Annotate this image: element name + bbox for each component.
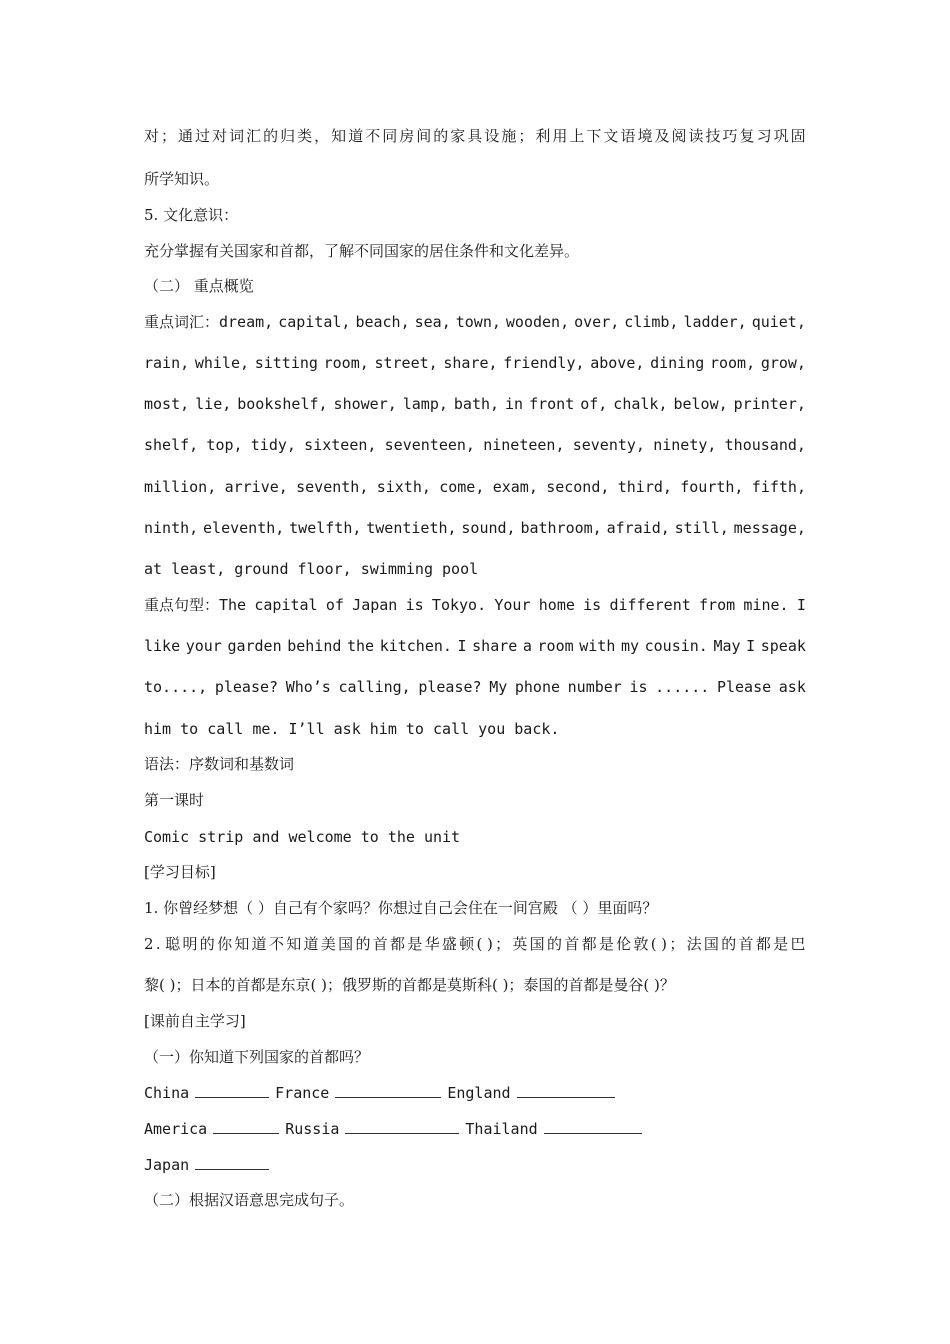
text-fragment: phone — [514, 678, 561, 696]
text-fragment: ； — [669, 935, 685, 953]
text-fragment: the — [347, 637, 375, 655]
text-fragment: 是 — [773, 935, 789, 953]
text-fragment: 道 — [348, 127, 364, 145]
text-fragment: 巧 — [722, 127, 738, 145]
text-fragment: beach, — [355, 313, 410, 331]
text-fragment: 家 — [450, 127, 466, 145]
text-fragment: still, — [674, 519, 729, 537]
text-fragment: shower, — [333, 395, 397, 413]
text-fragment: come, — [439, 478, 485, 496]
text-fragment: 你 — [217, 935, 233, 953]
text-fragment: behind — [287, 637, 342, 655]
text-fragment: wooden, — [505, 313, 570, 331]
text-fragment: below, — [673, 395, 728, 413]
text-fragment: 都 — [390, 935, 406, 953]
text-fragment: friendly, — [503, 354, 585, 372]
text-fragment: 敦 — [633, 935, 649, 953]
sentence-line-2 — [144, 635, 806, 657]
text-fragment: 盛 — [441, 935, 457, 953]
text-fragment: share, — [443, 354, 498, 372]
country-thailand: Thailand — [465, 1120, 538, 1138]
text-fragment: thousand, — [724, 436, 806, 454]
text-fragment: 阅 — [671, 127, 687, 145]
overview-heading: （二） 重点概览 — [144, 277, 254, 295]
text-fragment: printer, — [733, 395, 806, 413]
text-fragment: 的 — [355, 935, 371, 953]
text-fragment: 明 — [182, 935, 198, 953]
vocab-line-7: at least, ground floor, swimming pool — [144, 560, 479, 578]
objective-text-line-2: 所学知识。 — [144, 170, 220, 188]
answer-blank[interactable] — [345, 1118, 459, 1134]
text-fragment: ( — [476, 935, 483, 953]
text-fragment: 的 — [199, 935, 215, 953]
text-fragment: capital, — [278, 313, 351, 331]
country-france: France — [275, 1084, 330, 1102]
text-fragment: 美 — [320, 935, 336, 953]
text-fragment: seventy, — [572, 436, 645, 454]
question-1: （一）你知道下列国家的首都吗？ — [144, 1048, 370, 1066]
text-fragment: garden — [227, 637, 282, 655]
text-fragment: 知 — [286, 935, 302, 953]
lesson-title: Comic strip and welcome to the unit — [144, 828, 461, 846]
text-fragment: room, — [709, 354, 756, 372]
text-fragment: 聪 — [165, 935, 181, 953]
text-fragment: cousin. — [644, 637, 708, 655]
text-fragment: ( — [650, 935, 657, 953]
text-fragment: 国 — [703, 935, 719, 953]
vocab-line-1 — [144, 311, 806, 333]
text-fragment: my — [620, 637, 640, 655]
text-fragment: 词 — [229, 127, 245, 145]
text-fragment: 上 — [569, 127, 585, 145]
country-america: America — [144, 1120, 208, 1138]
answer-blank[interactable] — [213, 1118, 279, 1134]
text-fragment: front — [529, 395, 575, 413]
text-fragment: I — [796, 596, 806, 614]
text-fragment: 首 — [738, 935, 754, 953]
text-fragment: 是 — [407, 935, 423, 953]
text-fragment: of, — [580, 395, 608, 413]
text-fragment: to...., — [144, 678, 208, 696]
text-fragment: climb, — [624, 313, 679, 331]
text-fragment: 下 — [586, 127, 602, 145]
text-fragment: ) — [661, 935, 668, 953]
text-fragment: 过 — [195, 127, 211, 145]
text-fragment: from — [699, 596, 736, 614]
text-fragment: top, — [206, 436, 243, 454]
culture-text: 充分掌握有关国家和首都，了解不同国家的居住条件和文化差异。 — [144, 242, 580, 260]
text-fragment: mine. — [743, 596, 789, 614]
text-fragment: 巴 — [790, 935, 806, 953]
text-fragment: your — [185, 637, 222, 655]
culture-heading: 5. 文化意识： — [144, 206, 239, 224]
text-fragment: 顿 — [459, 935, 475, 953]
text-fragment: room — [537, 637, 574, 655]
text-fragment: sixth, — [376, 478, 431, 496]
text-fragment: 重点句型：The — [144, 596, 247, 614]
text-fragment: ladder, — [683, 313, 747, 331]
answer-blank[interactable] — [544, 1118, 642, 1134]
text-fragment: sixteen, — [304, 436, 377, 454]
text-fragment: 都 — [581, 935, 597, 953]
text-fragment: 知 — [234, 935, 250, 953]
text-fragment: 具 — [467, 127, 483, 145]
text-fragment: 道 — [251, 935, 267, 953]
text-fragment: 固 — [790, 127, 806, 145]
text-fragment: 境 — [637, 127, 653, 145]
text-fragment: rain, — [144, 354, 190, 372]
text-fragment: 复 — [739, 127, 755, 145]
text-fragment: a — [522, 637, 532, 655]
text-fragment: 利 — [535, 127, 551, 145]
text-fragment: 道 — [303, 935, 319, 953]
text-fragment: nineteen, — [483, 436, 565, 454]
text-fragment: speak — [760, 637, 806, 655]
text-fragment: ； — [518, 127, 534, 145]
answer-blank[interactable] — [335, 1082, 441, 1098]
sentence-line-3 — [144, 676, 806, 698]
text-fragment: 不 — [365, 127, 381, 145]
text-fragment: street, — [374, 354, 438, 372]
capitals-row-1 — [144, 1082, 806, 1104]
text-fragment: 国 — [529, 935, 545, 953]
text-fragment: 英 — [512, 935, 528, 953]
text-fragment: 法 — [686, 935, 702, 953]
text-fragment: I — [746, 637, 756, 655]
answer-blank[interactable] — [517, 1082, 615, 1098]
text-fragment: arrive, — [224, 478, 288, 496]
text-fragment: of — [325, 596, 344, 614]
text-fragment: second, — [546, 478, 610, 496]
text-fragment: ； — [161, 127, 177, 145]
text-fragment: bathroom, — [520, 519, 602, 537]
text-fragment: ， — [314, 127, 330, 145]
text-fragment: million, — [144, 478, 217, 496]
text-fragment: . — [155, 935, 161, 953]
question-2: （二）根据汉语意思完成句子。 — [144, 1191, 355, 1209]
text-fragment: 对 — [212, 127, 228, 145]
text-fragment: 房 — [399, 127, 415, 145]
text-fragment: I — [457, 637, 467, 655]
goal-2-line-1 — [144, 933, 806, 955]
text-fragment: Japan — [352, 596, 398, 614]
text-fragment: please? — [418, 678, 482, 696]
text-fragment: 是 — [598, 935, 614, 953]
text-fragment: 重点词汇：dream, — [144, 313, 274, 331]
text-fragment: 及 — [654, 127, 670, 145]
text-fragment: ) — [486, 935, 493, 953]
vocab-line-6 — [144, 517, 806, 539]
text-fragment: dining — [650, 354, 705, 372]
text-fragment: most, — [144, 395, 190, 413]
text-fragment: bookshelf, — [237, 395, 328, 413]
capitals-row-2 — [144, 1118, 806, 1140]
text-fragment: Tokyo. — [431, 596, 487, 614]
text-fragment: is — [405, 596, 424, 614]
text-fragment: like — [144, 637, 181, 655]
text-fragment: 同 — [382, 127, 398, 145]
text-fragment: with — [579, 637, 616, 655]
sentence-line-1 — [144, 594, 806, 616]
text-fragment: shelf, — [144, 436, 199, 454]
text-fragment: town, — [455, 313, 501, 331]
text-fragment: please? — [214, 678, 279, 696]
text-fragment: while, — [194, 354, 250, 372]
goals-heading: [学习目标] — [144, 863, 216, 881]
text-fragment: 不 — [268, 935, 284, 953]
text-fragment: share — [472, 637, 518, 655]
text-fragment: 华 — [424, 935, 440, 953]
text-fragment: quiet, — [751, 313, 806, 331]
text-fragment: 归 — [280, 127, 296, 145]
text-fragment: 2 — [144, 935, 154, 953]
text-fragment: 间 — [416, 127, 432, 145]
text-fragment: ninth, — [144, 519, 199, 537]
text-fragment: 语 — [620, 127, 636, 145]
text-fragment: 习 — [756, 127, 772, 145]
text-fragment: above, — [590, 354, 645, 372]
text-fragment: in — [505, 395, 524, 413]
text-fragment: afraid, — [606, 519, 670, 537]
text-fragment: 国 — [338, 935, 354, 953]
goal-1: 1. 你曾经梦想（ ）自己有个家吗？你想过自己会住在一间宫殿 （ ）里面吗？ — [144, 899, 658, 917]
text-fragment: tidy, — [250, 436, 296, 454]
text-fragment: 知 — [331, 127, 347, 145]
text-fragment: is — [629, 678, 648, 696]
goal-2-line-2: 黎( )；日本的首都是东京( )；俄罗斯的首都是莫斯科( )；泰国的首都是曼谷( )？ — [144, 976, 675, 994]
text-fragment: capital — [254, 596, 318, 614]
text-fragment: 首 — [372, 935, 388, 953]
text-fragment: twentieth, — [366, 519, 457, 537]
text-fragment: 首 — [564, 935, 580, 953]
text-fragment: 汇 — [246, 127, 262, 145]
text-fragment: calling, — [338, 678, 411, 696]
text-fragment: kitchen. — [379, 637, 452, 655]
text-fragment: 设 — [484, 127, 500, 145]
text-fragment: exam, — [492, 478, 538, 496]
text-fragment: Who’s — [285, 678, 331, 696]
text-fragment: home — [538, 596, 575, 614]
answer-blank[interactable] — [195, 1082, 269, 1098]
text-fragment: 的 — [546, 935, 562, 953]
text-fragment: fifth, — [751, 478, 806, 496]
vocab-line-5 — [144, 476, 806, 498]
text-fragment: ； — [495, 935, 511, 953]
text-fragment: 的 — [433, 127, 449, 145]
text-fragment: grow, — [760, 354, 806, 372]
text-fragment: number — [567, 678, 622, 696]
country-russia: Russia — [285, 1120, 340, 1138]
text-fragment: over, — [574, 313, 620, 331]
text-fragment: 对 — [144, 127, 160, 145]
text-fragment: lie, — [195, 395, 232, 413]
text-fragment: 技 — [705, 127, 721, 145]
text-fragment: third, — [617, 478, 672, 496]
text-fragment: room, — [323, 354, 369, 372]
preview-heading: [课前自主学习] — [144, 1012, 246, 1030]
text-fragment: Please — [716, 678, 772, 696]
text-fragment: Your — [494, 596, 531, 614]
text-fragment: ninety, — [653, 436, 717, 454]
sentence-line-4: him to call me. I’ll ask him to call you back. — [144, 720, 560, 738]
text-fragment: 文 — [603, 127, 619, 145]
text-fragment: different — [609, 596, 691, 614]
text-fragment: seventh, — [296, 478, 369, 496]
text-fragment: 的 — [721, 935, 737, 953]
text-fragment: 巩 — [773, 127, 789, 145]
text-fragment: lamp, — [402, 395, 448, 413]
text-fragment: sea, — [414, 313, 451, 331]
text-fragment: 类 — [297, 127, 313, 145]
country-japan: Japan — [144, 1156, 190, 1174]
country-england: England — [447, 1084, 511, 1102]
text-fragment: fourth, — [680, 478, 744, 496]
objective-text-line-1 — [144, 125, 806, 147]
vocab-line-2 — [144, 352, 806, 374]
text-fragment: 通 — [178, 127, 194, 145]
text-fragment: message, — [733, 519, 806, 537]
text-fragment: ask — [778, 678, 806, 696]
text-fragment: 施 — [501, 127, 517, 145]
answer-blank[interactable] — [195, 1154, 269, 1170]
text-fragment: 伦 — [616, 935, 632, 953]
vocab-line-4 — [144, 434, 806, 456]
text-fragment: 的 — [263, 127, 279, 145]
text-fragment: twelfth, — [289, 519, 362, 537]
country-china: China — [144, 1084, 190, 1102]
text-fragment: chalk, — [613, 395, 668, 413]
vocab-line-3 — [144, 393, 806, 415]
text-fragment: My — [489, 678, 508, 696]
lesson-heading: 第一课时 — [144, 791, 205, 809]
grammar-line: 语法：序数词和基数词 — [144, 755, 295, 773]
text-fragment: 读 — [688, 127, 704, 145]
text-fragment: is — [583, 596, 602, 614]
text-fragment: sound, — [461, 519, 516, 537]
text-fragment: 都 — [755, 935, 771, 953]
text-fragment: bath, — [453, 395, 500, 413]
text-fragment: 用 — [552, 127, 568, 145]
text-fragment: May — [713, 637, 741, 655]
capitals-row-3 — [144, 1154, 806, 1176]
text-fragment: ...... — [655, 678, 710, 696]
text-fragment: eleventh, — [203, 519, 285, 537]
text-fragment: sitting — [254, 354, 318, 372]
text-fragment: seventeen, — [384, 436, 475, 454]
